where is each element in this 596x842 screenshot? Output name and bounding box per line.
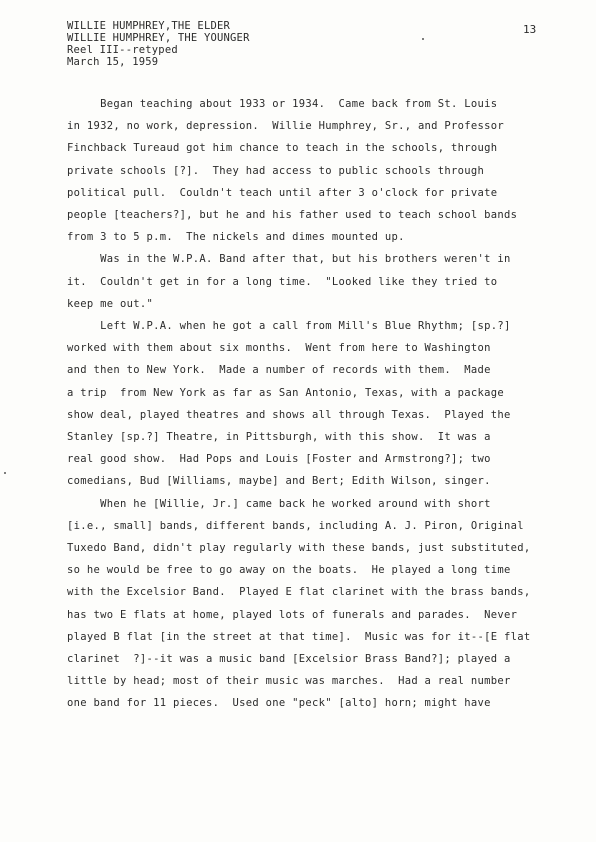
text-line: people [teachers?], but he and his father used to teach school bands — [67, 209, 518, 221]
text-line: show deal, played theatres and shows all through Texas. Played the — [67, 408, 511, 421]
text-line: clarinet ?]--it was a music band [Excelsior Brass Band?]; played a — [67, 653, 511, 665]
text-line: comedians, Bud [Williams, maybe] and Bert; Edith Wilson, singer. — [67, 475, 491, 488]
text-line: keep me out." — [67, 297, 154, 310]
text-line: Tuxedo Band, didn't play regularly with these bands, just substituted, — [67, 542, 531, 554]
text-line: a trip from New York as far as San Antonio, Texas, with a package — [67, 386, 505, 399]
text-line: and then to New York. Made a number of records with them. Made — [67, 364, 491, 377]
text-line: Stanley [sp.?] Theatre, in Pittsburgh, with this show. It was a — [67, 431, 491, 443]
text-line: one band for 11 pieces. Used one "peck" [alto] horn; might have — [67, 697, 491, 710]
text-line: with the Excelsior Band. Played E flat clarinet with the brass bands, — [67, 586, 531, 599]
header-line: March 15, 1959 — [67, 56, 159, 68]
page-number: 13 — [523, 23, 537, 36]
text-line: Began teaching about 1933 or 1934. Came back from St. Louis — [67, 98, 498, 110]
header-line: WILLIE HUMPHREY,THE ELDER — [67, 20, 231, 32]
text-line: played B flat [in the street at that time]. Music was for it--[E flat — [67, 630, 531, 643]
text-line: political pull. Couldn't teach until after 3 o'clock for private — [67, 186, 498, 199]
text-line: from 3 to 5 p.m. The nickels and dimes mounted up. — [67, 231, 405, 244]
text-line: worked with them about six months. Went from here to Washington — [67, 342, 491, 355]
scan-speck — [422, 38, 424, 40]
text-line: Finchback Tureaud got him chance to teach in the schools, through — [67, 142, 498, 155]
text-line: Left W.P.A. when he got a call from Mill's Blue Rhythm; [sp.?] — [67, 320, 511, 332]
text-line: [i.e., small] bands, different bands, including A. J. Piron, Original — [67, 519, 524, 532]
text-line: real good show. Had Pops and Louis [Foster and Armstrong?]; two — [67, 453, 491, 466]
text-line: it. Couldn't get in for a long time. "Looked like they tried to — [67, 275, 498, 288]
scan-speck — [4, 472, 6, 474]
text-line: Was in the W.P.A. Band after that, but his brothers weren't in — [67, 253, 511, 266]
text-line: in 1932, no work, depression. Willie Humphrey, Sr., and Professor — [67, 120, 505, 133]
header-line: Reel III--retyped — [67, 44, 178, 56]
text-line: little by head; most of their music was marches. Had a real number — [67, 675, 511, 688]
text-line: so he would be free to go away on the boats. He played a long time — [67, 564, 511, 577]
header-line: WILLIE HUMPHREY, THE YOUNGER — [67, 32, 250, 44]
text-line: When he [Willie, Jr.] came back he worked around with short — [67, 497, 491, 510]
text-line: has two E flats at home, played lots of funerals and parades. Never — [67, 608, 518, 621]
text-line: private schools [?]. They had access to public schools through — [67, 164, 485, 177]
